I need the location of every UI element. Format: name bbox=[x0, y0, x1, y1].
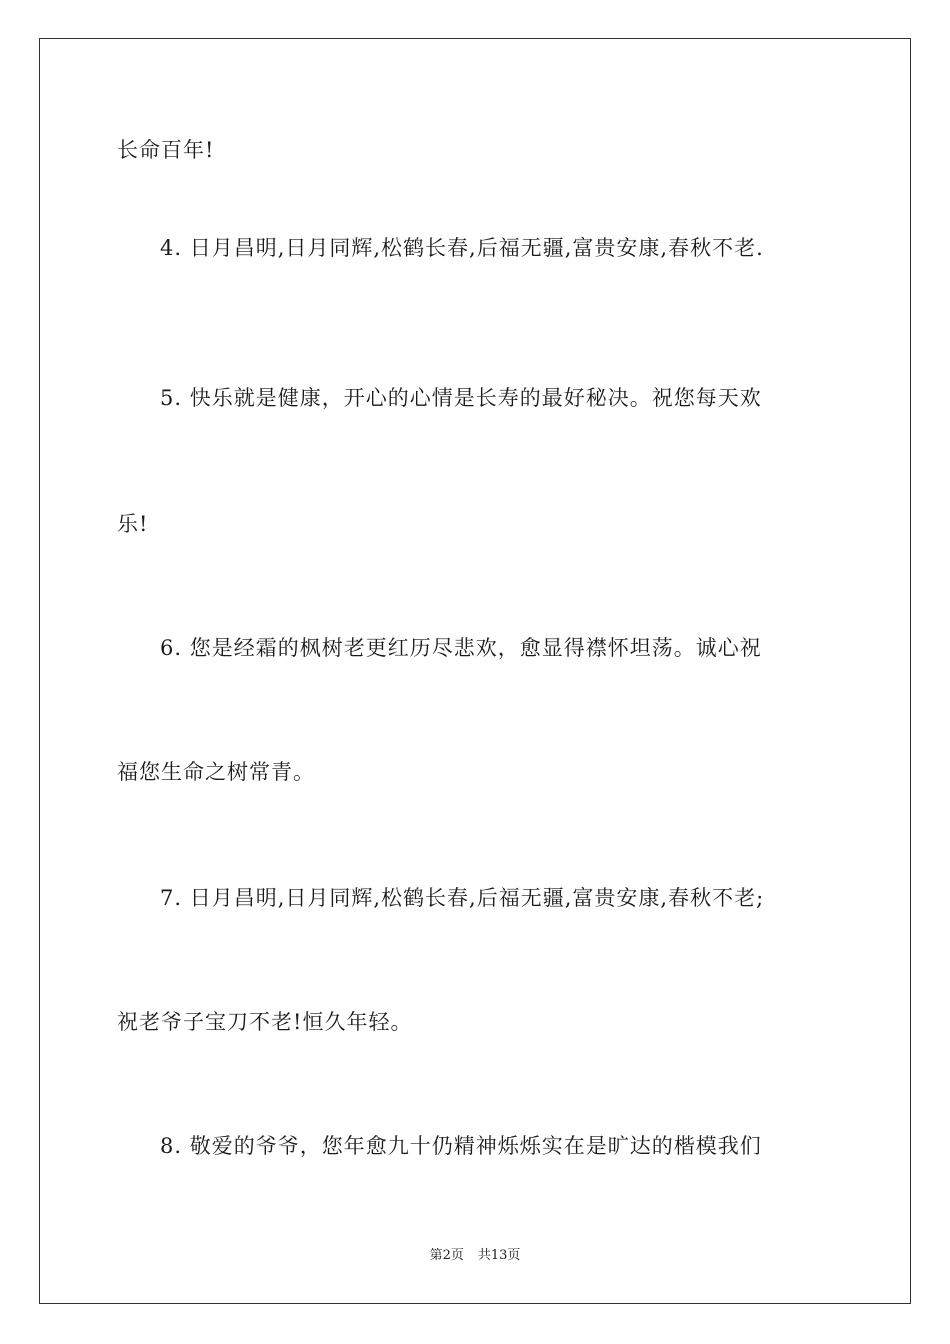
list-item-5-continuation: 乐! bbox=[117, 512, 149, 536]
list-item-8: 8. 敬爱的爷爷，您年愈九十仍精神烁烁实在是旷达的楷模我们 bbox=[160, 1134, 762, 1158]
list-item-5: 5. 快乐就是健康，开心的心情是长寿的最好秘决。祝您每天欢 bbox=[160, 386, 762, 410]
page-number: 第2页 bbox=[429, 1248, 464, 1263]
page-total: 共13页 bbox=[477, 1248, 521, 1263]
list-item-6: 6. 您是经霜的枫树老更红历尽悲欢，愈显得襟怀坦荡。诚心祝 bbox=[160, 636, 762, 660]
page-footer bbox=[0, 1248, 950, 1264]
text-line-1: 长命百年! bbox=[117, 138, 215, 162]
page-frame bbox=[39, 38, 911, 1304]
list-item-7: 7. 日月昌明,日月同辉,松鹤长春,后福无疆,富贵安康,春秋不老; bbox=[160, 886, 765, 910]
list-item-7-continuation: 祝老爷子宝刀不老!恒久年轻。 bbox=[117, 1010, 413, 1034]
list-item-6-continuation: 福您生命之树常青。 bbox=[117, 760, 315, 784]
list-item-4: 4. 日月昌明,日月同辉,松鹤长春,后福无疆,富贵安康,春秋不老. bbox=[160, 236, 764, 260]
